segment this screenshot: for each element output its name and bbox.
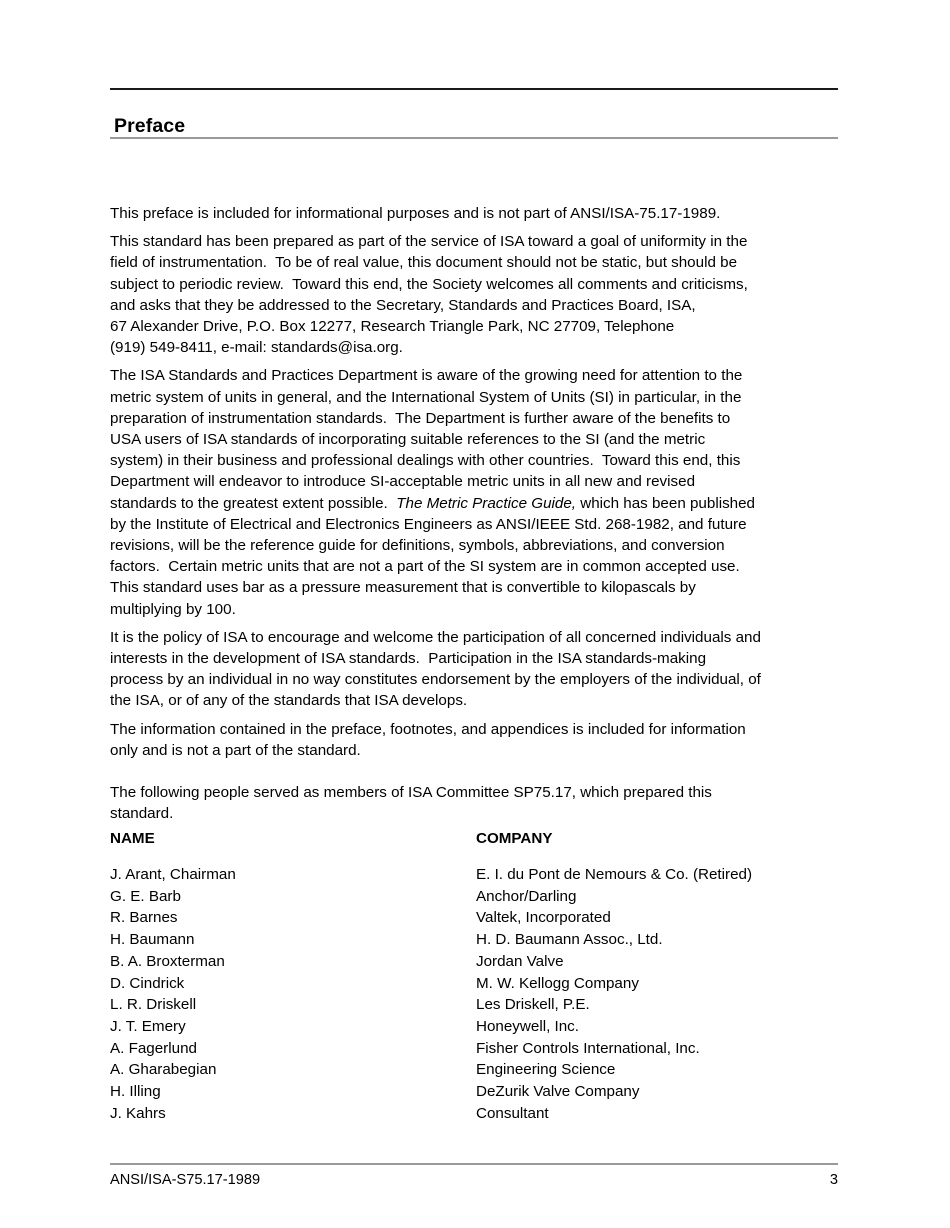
page-footer bbox=[110, 1170, 838, 1190]
member-company: Fisher Controls International, Inc. bbox=[476, 1039, 700, 1057]
text-line: metric system of units in general, and the International System of Units (SI) in particular, in the bbox=[110, 388, 742, 406]
paragraph-committee-intro bbox=[110, 782, 840, 824]
text-line: It is the policy of ISA to encourage and welcome the participation of all concerned individuals and bbox=[110, 628, 761, 646]
member-name: A. Fagerlund bbox=[110, 1039, 197, 1057]
text-line: standard. bbox=[110, 805, 174, 823]
member-name: A. Gharabegian bbox=[110, 1061, 217, 1079]
text-line: 67 Alexander Drive, P.O. Box 12277, Research Triangle Park, NC 27709, Telephone bbox=[110, 318, 675, 336]
table-row bbox=[110, 1016, 840, 1038]
italic-title: The Metric Practice Guide, bbox=[396, 494, 576, 512]
committee-member-table bbox=[110, 828, 840, 1124]
text-line: (919) 549-8411, e-mail: standards@isa.org. bbox=[110, 339, 403, 357]
footer-standard-number: ANSI/ISA-S75.17-1989 bbox=[110, 1172, 261, 1188]
text-line: multiplying by 100. bbox=[110, 600, 236, 618]
text-line: only and is not a part of the standard. bbox=[110, 741, 361, 759]
footer-page-number: 3 bbox=[829, 1172, 838, 1188]
footer-rule bbox=[110, 1163, 838, 1165]
table-row bbox=[110, 886, 840, 908]
text-line: preparation of instrumentation standards. The Department is further aware of the benefits to bbox=[110, 409, 731, 427]
member-name: G. E. Barb bbox=[110, 887, 181, 905]
member-company: H. D. Baumann Assoc., Ltd. bbox=[476, 931, 663, 949]
committee-table-header bbox=[110, 828, 840, 849]
member-company: E. I. du Pont de Nemours & Co. (Retired) bbox=[476, 866, 753, 883]
text-line: process by an individual in no way constitutes endorsement by the employers of the individual, of bbox=[110, 671, 761, 689]
member-company: Anchor/Darling bbox=[476, 887, 577, 905]
text-line: and asks that they be addressed to the Secretary, Standards and Practices Board, ISA, bbox=[110, 296, 696, 314]
table-row bbox=[110, 1103, 840, 1125]
page-title: Preface bbox=[114, 115, 186, 138]
table-row bbox=[110, 1059, 840, 1081]
table-row bbox=[110, 907, 840, 929]
preface-body bbox=[110, 203, 840, 831]
member-company: Engineering Science bbox=[476, 1061, 616, 1079]
paragraph-metric-system bbox=[110, 365, 840, 619]
text-line: This standard has been prepared as part of the service of ISA toward a goal of uniformity in the bbox=[110, 233, 748, 251]
member-name: L. R. Driskell bbox=[110, 996, 197, 1014]
member-name: J. Arant, Chairman bbox=[110, 866, 236, 883]
table-row bbox=[110, 929, 840, 951]
text-line: revisions, will be the reference guide for definitions, symbols, abbreviations, and conversion bbox=[110, 537, 725, 555]
paragraph-standard-service bbox=[110, 231, 840, 358]
member-company: Jordan Valve bbox=[476, 952, 564, 970]
text-line: subject to periodic review. Toward this end, the Society welcomes all comments and criticisms, bbox=[110, 275, 748, 293]
member-company: Valtek, Incorporated bbox=[476, 909, 611, 927]
text-line: The information contained in the preface, footnotes, and appendices is included for information bbox=[110, 720, 746, 738]
text-line: The following people served as members of ISA Committee SP75.17, which prepared this bbox=[110, 784, 712, 802]
member-name: J. Kahrs bbox=[110, 1104, 166, 1122]
text-line: the ISA, or of any of the standards that ISA develops. bbox=[110, 692, 468, 710]
table-row bbox=[110, 951, 840, 973]
member-name: J. T. Emery bbox=[110, 1017, 186, 1035]
text-segment: which has been published bbox=[576, 494, 756, 512]
text-line: field of instrumentation. To be of real value, this document should not be static, but should be bbox=[110, 254, 738, 272]
member-company: Consultant bbox=[476, 1104, 549, 1122]
text-line: USA users of ISA standards of incorporating suitable references to the SI (and the metric bbox=[110, 431, 706, 449]
text-line: by the Institute of Electrical and Electronics Engineers as ANSI/IEEE Std. 268-1982, and future bbox=[110, 515, 747, 533]
text-line: The ISA Standards and Practices Department is aware of the growing need for attention to the bbox=[110, 367, 743, 385]
member-name: D. Cindrick bbox=[110, 974, 185, 992]
text-line: This preface is included for informational purposes and is not part of ANSI/ISA-75.17-1989. bbox=[110, 205, 721, 222]
text-line: factors. Certain metric units that are not a part of the SI system are in common accepted use. bbox=[110, 558, 740, 576]
table-row bbox=[110, 973, 840, 995]
member-company: DeZurik Valve Company bbox=[476, 1083, 640, 1101]
member-company: Les Driskell, P.E. bbox=[476, 996, 590, 1014]
table-row bbox=[110, 1038, 840, 1060]
member-name: B. A. Broxterman bbox=[110, 952, 225, 970]
table-row bbox=[110, 1081, 840, 1103]
column-header-company: COMPANY bbox=[476, 830, 553, 847]
paragraph-information-note bbox=[110, 719, 840, 761]
committee-table-body bbox=[110, 864, 840, 1124]
text-segment: standards to the greatest extent possible. bbox=[110, 494, 397, 512]
text-line: This standard uses bar as a pressure measurement that is convertible to kilopascals by bbox=[110, 579, 696, 597]
table-row bbox=[110, 864, 840, 886]
column-header-name: NAME bbox=[110, 830, 155, 847]
paragraph-isa-policy bbox=[110, 627, 840, 712]
member-name: H. Baumann bbox=[110, 931, 195, 949]
text-line-with-italic bbox=[110, 493, 840, 514]
text-line: interests in the development of ISA standards. Participation in the ISA standards-making bbox=[110, 650, 707, 668]
member-name: R. Barnes bbox=[110, 909, 178, 927]
header-top-rule bbox=[110, 88, 838, 90]
paragraph-intro bbox=[110, 203, 840, 224]
text-line: Department will endeavor to introduce SI-acceptable metric units in all new and revised bbox=[110, 473, 696, 491]
text-line: system) in their business and professional dealings with other countries. Toward this end, this bbox=[110, 452, 741, 470]
header-bottom-rule bbox=[110, 137, 838, 139]
member-company: Honeywell, Inc. bbox=[476, 1017, 579, 1035]
table-row bbox=[110, 994, 840, 1016]
member-company: M. W. Kellogg Company bbox=[476, 974, 639, 992]
member-name: H. Illing bbox=[110, 1083, 161, 1101]
